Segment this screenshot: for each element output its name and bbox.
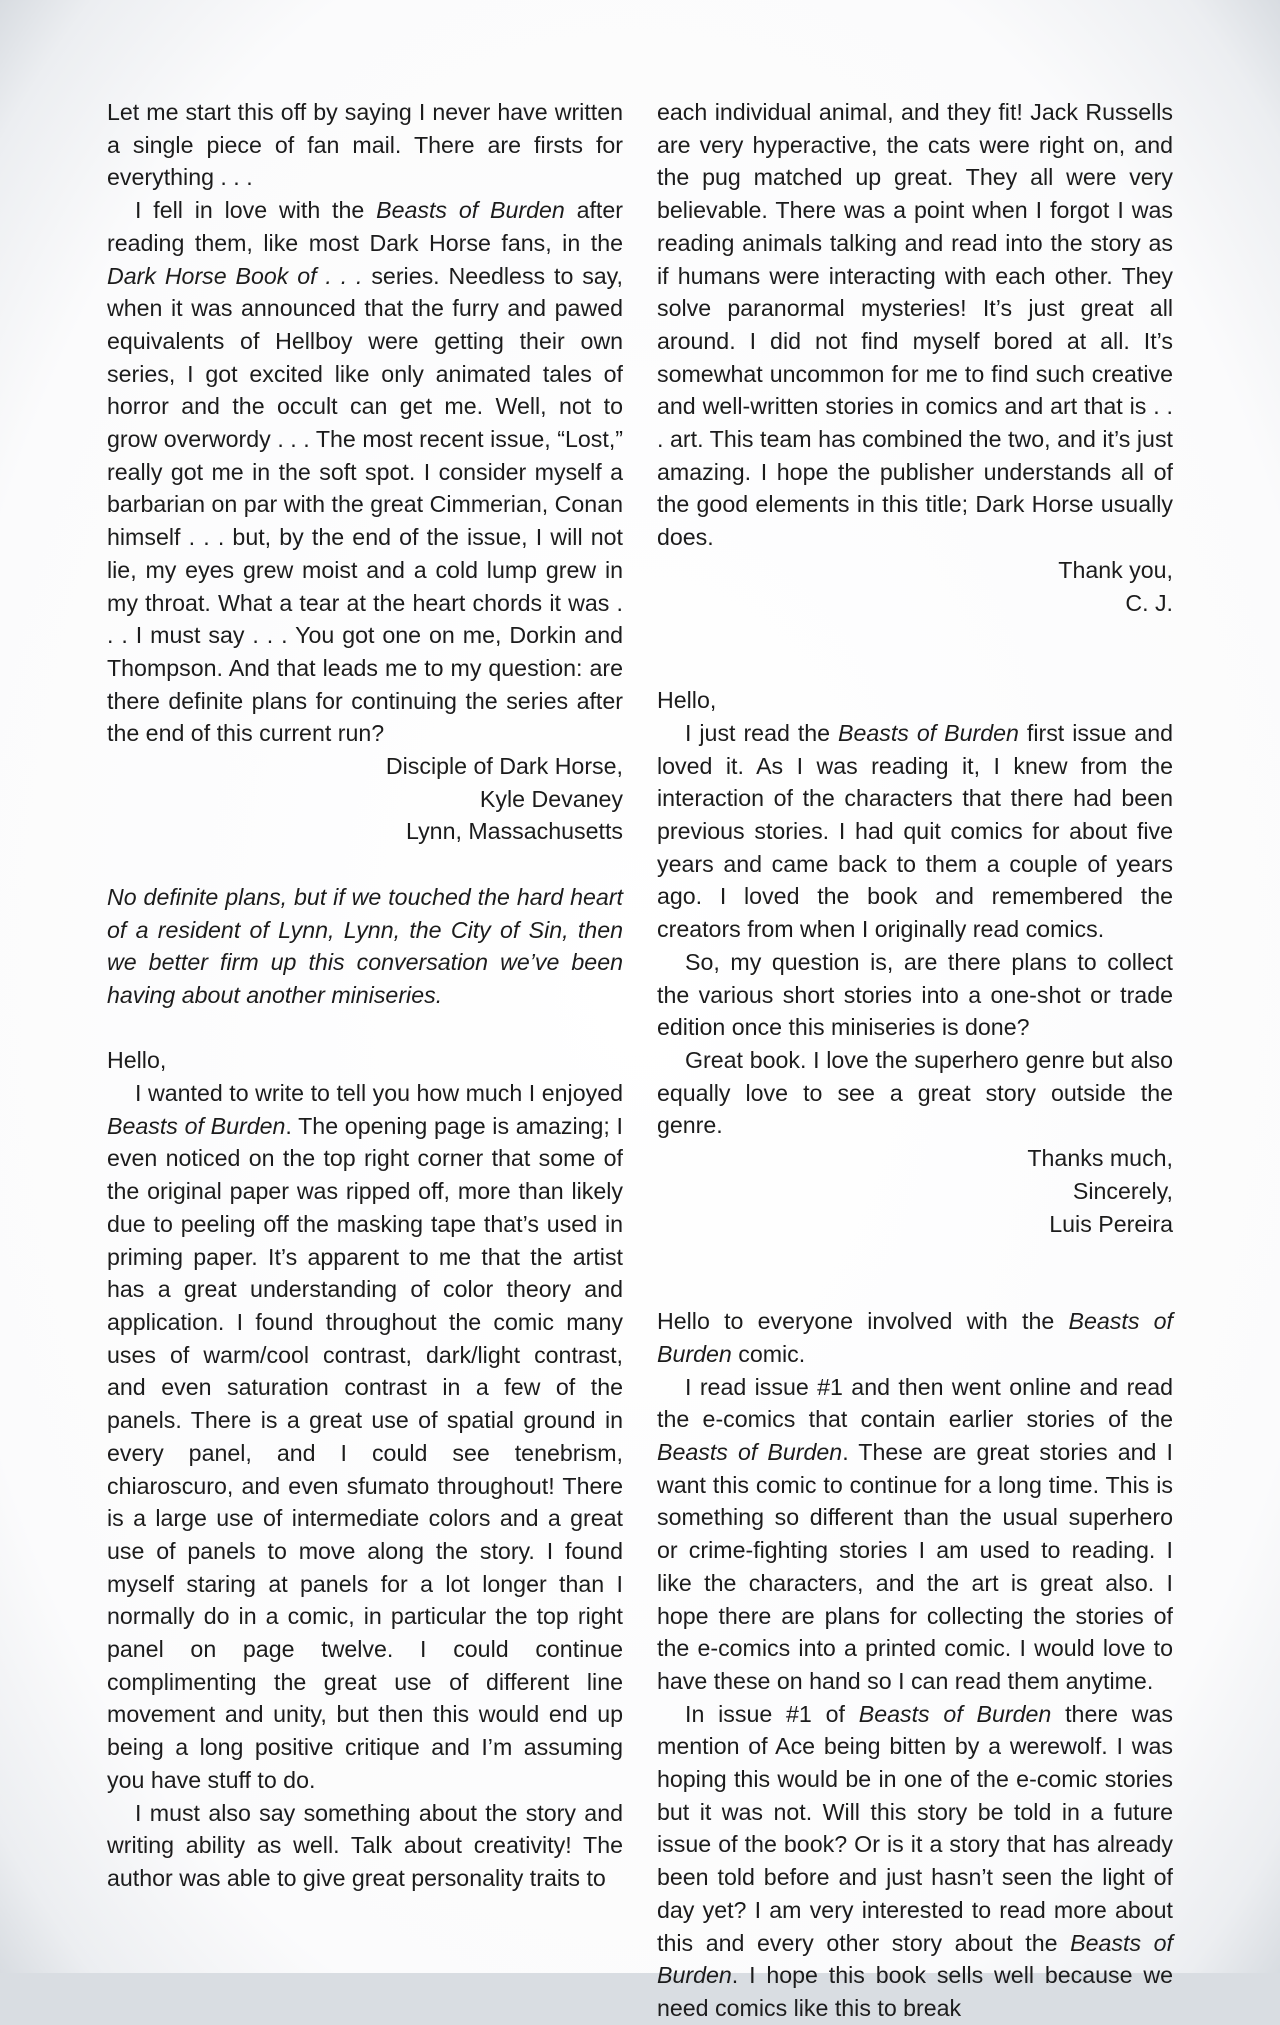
letter1-location: Lynn, Massachusetts: [406, 818, 623, 845]
letter3-question: So, my question is, are there plans to collect the various short stories into a one-shot or trade edition once this miniseries is done?: [657, 948, 1173, 1041]
letter4-body-2: In issue #1 of Beasts of Burden there was mention of Ace being bitten by a werewolf. I was hoping this would be in one of the e-comic stories but it was not. Will this story be told in a future issue of the book? Or is it a story that has already been told before and just hasn’t seen the light of day yet? I am very interested to read more about this and every other story about the Beasts of Burden. I hope this book sells well because we need comics like this to break: [657, 1700, 1173, 2021]
right-column: [657, 96, 1173, 2025]
letter2-body-2: I must also say something about the story and writing ability as well. Talk about creativity! The author was able to give great personality traits to: [107, 1799, 623, 1891]
letter3-closing: Great book. I love the superhero genre but also equally love to see a great story outside the genre.: [657, 1046, 1173, 1139]
letter3-greeting: Hello,: [657, 687, 717, 714]
letter3-signoff-2: Sincerely,: [1072, 1177, 1173, 1204]
letter3-signoff: Thanks much,: [1027, 1145, 1173, 1172]
letter1-signoff: Disciple of Dark Horse,: [385, 753, 623, 780]
letter1-body: I fell in love with the Beasts of Burden after reading them, like most Dark Horse fans, in the Dark Horse Book of . . . series. Needless to say, when it was announced that the furry and pawed equivalents of Hellboy were getting their own series, I got excited like only animated tales of horror and the occult can get me. Well, not to grow overwordy . . . The most recent issue, “Lost,” really got me in the soft spot. I consider myself a barbarian on par with the great Cimmerian, Conan himself . . . but, by the end of the issue, I will not lie, my eyes grew moist and a cold lump grew in my throat. What a tear at the heart chords it was . . . I must say . . . You got one on me, Dorkin and Thompson. And that leads me to my question: are there definite plans for continuing the series after the end of this current run?: [107, 197, 623, 747]
letter2-signoff: Thank you,: [1058, 556, 1173, 583]
letter1-opening: Let me start this off by saying I never have written a single piece of fan mail. There are firsts for everything . . .: [107, 99, 623, 191]
letter1-author: Kyle Devaney: [479, 785, 623, 812]
letter2-continued: each individual animal, and they fit! Jack Russells are very hyperactive, the cats were right on, and the pug matched up great. They all were very believable. There was a point when I forgot I was reading animals talking and read into the story as if humans were interacting with each other. They solve paranormal mysteries! It’s just great all around. I did not find myself bored at all. It’s somewhat uncommon for me to find such creative and well-written stories in comics and art that is . . . art. This team has combined the two, and it’s just amazing. I hope the publisher understands all of the good elements in this title; Dark Horse usually does.: [657, 99, 1173, 551]
letter2-author: C. J.: [1125, 589, 1173, 616]
letter3-body: I just read the Beasts of Burden first issue and loved it. As I was reading it, I knew from the interaction of the characters that there had been previous stories. I had quit comics for about five years and came back to them a couple of years ago. I loved the book and remembered the creators from when I originally read comics.: [657, 719, 1173, 943]
letter2-greeting: Hello,: [107, 1047, 167, 1074]
letter3-author: Luis Pereira: [1049, 1210, 1173, 1237]
left-column: [107, 96, 623, 1895]
letter4-body: I read issue #1 and then went online and read the e-comics that contain earlier stories of the Beasts of Burden. These are great stories and I want this comic to continue for a long time. This is something so different than the usual superhero or crime-fighting stories I am used to reading. I like the characters, and the art is great also. I hope there are plans for collecting the stories of the e-comics into a printed comic. I would love to have these on hand so I can read them anytime.: [657, 1373, 1173, 1694]
letter2-body: I wanted to write to tell you how much I enjoyed Beasts of Burden. The opening page is amazing; I even noticed on the top right corner that some of the original paper was ripped off, more than likely due to peeling off the masking tape that’s used in priming paper. It’s apparent to me that the artist has a great understanding of color theory and application. I found throughout the comic many uses of warm/cool contrast, dark/light contrast, and even saturation contrast in a few of the panels. There is a great use of spatial ground in every panel, and I could see tenebrism, chiaroscuro, and even sfumato throughout! There is a large use of intermediate colors and a great use of panels to move along the story. I found myself staring at panels for a lot longer than I normally do in a comic, in particular the top right panel on page twelve. I could continue complimenting the great use of different line movement and unity, but then this would end up being a long positive critique and I’m assuming you have stuff to do.: [107, 1080, 623, 1793]
editor-reply: No definite plans, but if we touched the hard heart of a resident of Lynn, Lynn, the City of Sin, then we better firm up this conversation we’ve been having about another miniseries.: [107, 883, 623, 1008]
letter4-opening: Hello to everyone involved with the Beasts of Burden comic.: [657, 1308, 1173, 1367]
